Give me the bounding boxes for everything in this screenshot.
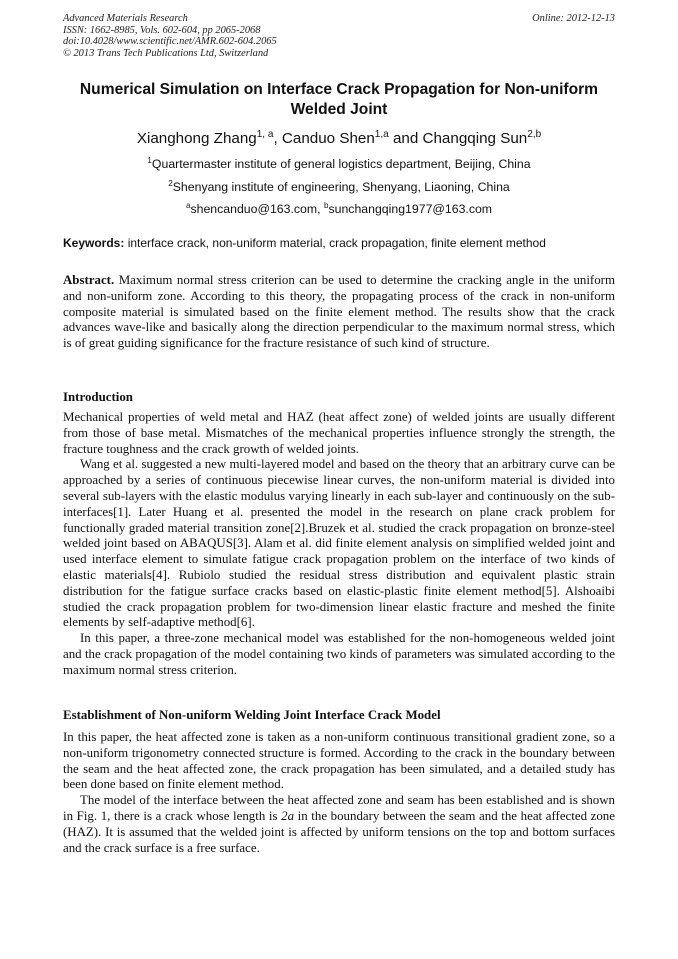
abstract-label: Abstract. <box>63 273 115 287</box>
title-line-1: Numerical Simulation on Interface Crack Propagation for Non-uniform <box>79 81 599 98</box>
crack-length-variable: 2a <box>281 808 295 823</box>
journal-name: Advanced Materials Research <box>63 13 188 24</box>
author-separator: and <box>388 130 423 147</box>
abstract <box>63 273 615 352</box>
abstract-text: Maximum normal stress criterion can be used to determine the cracking angle in the uniform and non-uniform zone. According to this theory, the propagating process of the crack in non-uniform composite material is simulated based on the finite element method. The results show that the crack advances wave-like and basically along the direction perpendicular to the maximum normal stress, which is of great guiding significance for the fracture resistance of such kind of structure. <box>63 273 615 351</box>
paper-title <box>63 80 615 120</box>
online-date: Online: 2012-12-13 <box>532 13 615 24</box>
introduction-heading: Introduction <box>63 390 133 404</box>
doi-line: doi:10.4028/www.scientific.net/AMR.602-604.2065 <box>63 36 277 48</box>
issn-line: ISSN: 1662-8985, Vols. 602-604, pp 2065-2068 <box>63 24 261 36</box>
copyright-line: © 2013 Trans Tech Publications Ltd, Switzerland <box>63 47 269 59</box>
paragraph: In this paper, the heat affected zone is taken as a non-uniform continuous transitional gradient zone, so a non-uniform trigonometry connected structure is formed. According to the crack in the boundary between the seam and the heat affected zone, the crack propagation has been simulated, and a detailed study has been done based on finite element method. <box>63 730 615 792</box>
author-separator: , <box>273 130 282 147</box>
email-b: sunchangqing1977@163.com <box>328 202 493 216</box>
paragraph: Wang et al. suggested a new multi-layered model and based on the theory that an arbitrary curve can be approached by a series of continuous piecewise linear curves, the non-uniform material is divided into several sub-layers with the elastic modulus varying linearly in each sub-layer and continuously on the sub-interfaces[1]. Later Huang et al. presented the model in the research on plane crack problem for functionally graded material transition zone[2].Bruzek et al. studied the crack propagation on bronze-steel welded joint based on ABAQUS[3]. Alam et al. did finite element analysis on simplified welded joint and used interface element to simulate fatigue crack propagation problem on the interface of two kinds of elastic materials[4]. Rubiolo studied the residual stress distribution and equivalent plastic strain distribution for the fatigue surface cracks based on elastic-plastic finite element method[5]. Alshoaibi studied the crack propagation problem for two-dimension linear elastic fracture and meshed the finite elements by self-adaptive method[6]. <box>63 457 615 630</box>
paragraph: In this paper, a three-zone mechanical model was established for the non-homogeneous welded joint and the crack propagation of the model containing two kinds of parameters was simulated according to the maximum normal stress criterion. <box>63 631 615 677</box>
keywords-label: Keywords: <box>63 236 125 250</box>
keywords <box>63 236 623 250</box>
paragraph: The model of the interface between the heat affected zone and seam has been established and is shown in Fig. 1, there is a crack whose length is 2a in the boundary between the seam and the heat affected zone (HAZ). It is assumed that the welded joint is affected by uniform tensions on the top and bottom surfaces and the crack surface is a free surface. <box>63 793 615 855</box>
introduction-section <box>63 410 615 679</box>
author-1-affil: 1, a <box>256 128 274 140</box>
title-line-2: Welded Joint <box>290 101 388 118</box>
author-list <box>63 130 615 148</box>
paragraph: Mechanical properties of weld metal and HAZ (heat affect zone) of welded joints are usually different from those of base metal. Mismatches of the mechanical properties influence strongly the strength, the fracture toughness and the crack growth of welded joints. <box>63 410 615 456</box>
affiliation-2: $^2$Shenyang institute of engineering, Shenyang, Liaoning, China <box>168 178 510 194</box>
author-2-affil: 1,a <box>374 128 389 140</box>
affiliation-1: $^1$Quartermaster institute of general logistics department, Beijing, China <box>147 155 531 171</box>
email-a: shencanduo@163.com, <box>190 202 324 216</box>
journal-header <box>63 13 615 59</box>
establishment-section <box>63 730 615 856</box>
author-3: Changqing Sun <box>422 130 528 147</box>
author-1: Xianghong Zhang <box>136 130 257 147</box>
keywords-text: interface crack, non-uniform material, crack propagation, finite element method <box>124 236 546 250</box>
establishment-heading: Establishment of Non-uniform Welding Joint Interface Crack Model <box>63 708 441 722</box>
author-emails: $^a$shencanduo@163.com, $^b$sunchangqing1977@163.com <box>185 200 493 216</box>
author-2: Canduo Shen <box>281 130 375 147</box>
author-3-affil: 2,b <box>527 128 542 140</box>
